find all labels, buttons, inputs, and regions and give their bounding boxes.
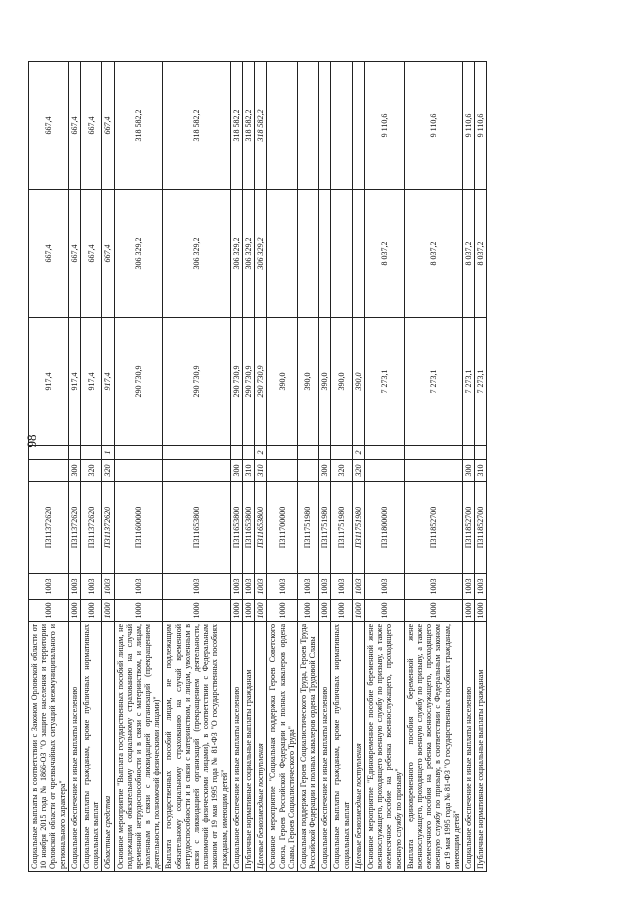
cell-amount-year-3: 318 582,2 [114, 62, 163, 190]
cell-expense-type [267, 460, 298, 482]
cell-target-article: П311372620 [80, 482, 101, 574]
cell-expense-type: 320 [80, 460, 101, 482]
cell-target-article: П311653800 [255, 482, 267, 574]
table-row [297, 62, 318, 872]
cell-target-article: П311372620 [102, 482, 114, 574]
cell-expense-type: 300 [319, 460, 331, 482]
cell-amount-year-2 [267, 190, 298, 318]
cell-amount-year-2: 8 037,2 [404, 190, 462, 318]
cell-name: Основное мероприятие "Единовременное пособие беременной жене военнослужащего, проходящего военную службу по призыву, а также ежемесячное пособие на ребенка военнослужащего, проходящего военную службу по призыву" [365, 622, 405, 872]
cell-amount-year-3: 667,4 [80, 62, 101, 190]
cell-section: 1000 [68, 600, 80, 622]
cell-amount-year-3 [297, 62, 318, 190]
cell-amount-year-1: 390,0 [319, 318, 331, 446]
budget-sheet [28, 62, 588, 872]
cell-target-article: П311852700 [462, 482, 474, 574]
cell-amount-year-2: 8 037,2 [475, 190, 487, 318]
cell-amount-year-1: 390,0 [331, 318, 352, 446]
cell-subsection: 1003 [68, 574, 80, 600]
cell-name: Областные средства [102, 622, 114, 872]
table-row [102, 62, 114, 872]
cell-amount-year-1: 917,4 [29, 318, 69, 446]
cell-amount-year-1: 917,4 [102, 318, 114, 446]
cell-section: 1000 [365, 600, 405, 622]
cell-subsection: 1003 [331, 574, 352, 600]
table-row [352, 62, 364, 872]
cell-subsection: 1003 [352, 574, 364, 600]
cell-subsection: 1003 [242, 574, 254, 600]
cell-amount-year-3: 667,4 [29, 62, 69, 190]
cell-amount-year-1: 917,4 [80, 318, 101, 446]
cell-amount-year-3: 9 110,6 [462, 62, 474, 190]
cell-subsection: 1003 [462, 574, 474, 600]
table-row [267, 62, 298, 872]
cell-expense-type: 300 [68, 460, 80, 482]
cell-section: 1000 [331, 600, 352, 622]
cell-expense-type: 300 [230, 460, 242, 482]
table-row [365, 62, 405, 872]
cell-section: 1000 [80, 600, 101, 622]
cell-source [80, 446, 101, 460]
cell-subsection: 1003 [230, 574, 242, 600]
cell-source [297, 446, 318, 460]
cell-amount-year-1: 290 730,9 [242, 318, 254, 446]
cell-amount-year-3: 667,4 [102, 62, 114, 190]
cell-target-article: П311653800 [230, 482, 242, 574]
cell-name: Основное мероприятие "Выплата государственных пособий лицам, не подлежащим обязательному социальному страхованию на случай временной нетрудоспособности и в связи с материнством, и лицам, уволенным в связи с ликвидацией организаций (прекращением деятельности, полномочий физическими лицами)" [114, 622, 163, 872]
cell-section: 1000 [163, 600, 230, 622]
cell-amount-year-3: 667,4 [68, 62, 80, 190]
cell-expense-type [297, 460, 318, 482]
cell-source [267, 446, 298, 460]
cell-amount-year-1: 7 273,1 [462, 318, 474, 446]
cell-amount-year-3 [319, 62, 331, 190]
table-row [230, 62, 242, 872]
cell-amount-year-1: 7 273,1 [404, 318, 462, 446]
cell-expense-type [404, 460, 462, 482]
cell-section: 1000 [404, 600, 462, 622]
cell-source [29, 446, 69, 460]
cell-source: 1 [102, 446, 114, 460]
cell-amount-year-1: 390,0 [267, 318, 298, 446]
cell-amount-year-3: 318 582,2 [255, 62, 267, 190]
cell-source [462, 446, 474, 460]
cell-source [331, 446, 352, 460]
cell-amount-year-1: 390,0 [352, 318, 364, 446]
cell-section: 1000 [475, 600, 487, 622]
table-row [331, 62, 352, 872]
table-row [242, 62, 254, 872]
table-row [114, 62, 163, 872]
cell-amount-year-2: 667,4 [68, 190, 80, 318]
cell-expense-type: 310 [242, 460, 254, 482]
cell-target-article: П311372620 [68, 482, 80, 574]
cell-name: Социальные выплаты гражданам, кроме публичных нормативных социальных выплат [331, 622, 352, 872]
cell-amount-year-3: 318 582,2 [163, 62, 230, 190]
cell-amount-year-3 [267, 62, 298, 190]
table-row [255, 62, 267, 872]
cell-target-article: П311751980 [352, 482, 364, 574]
table-row [163, 62, 230, 872]
cell-amount-year-3 [331, 62, 352, 190]
cell-name: Публичные нормативные социальные выплаты гражданам [242, 622, 254, 872]
cell-target-article: П311751980 [319, 482, 331, 574]
cell-name: Социальное обеспечение и иные выплаты населению [462, 622, 474, 872]
cell-expense-type [114, 460, 163, 482]
table-row [319, 62, 331, 872]
cell-section: 1000 [242, 600, 254, 622]
table-row [80, 62, 101, 872]
cell-target-article: П311653800 [163, 482, 230, 574]
cell-target-article: П311852700 [475, 482, 487, 574]
cell-subsection: 1003 [365, 574, 405, 600]
cell-name: Социальная поддержка Героев Социалистического Труда, Героев Труда Российской Федерации и полных кавалеров ордена Трудовой Славы [297, 622, 318, 872]
cell-amount-year-1: 290 730,9 [163, 318, 230, 446]
cell-name: Целевые безвозмездные поступления [255, 622, 267, 872]
cell-name: Выплата единовременного пособия беременной жене военнослужащего, проходящего военную службу по призыву, а также ежемесячного пособия на ребенка военнослужащего, проходящего военную службу по призыву, в соответствии с Федеральным законом от 19 мая 1995 года № 81-ФЗ "О государственных пособиях гражданам, имеющим детей" [404, 622, 462, 872]
cell-target-article: П311751980 [297, 482, 318, 574]
cell-subsection: 1003 [297, 574, 318, 600]
cell-amount-year-3: 318 582,2 [242, 62, 254, 190]
cell-amount-year-2: 306 329,2 [163, 190, 230, 318]
cell-subsection: 1003 [404, 574, 462, 600]
cell-amount-year-2: 667,4 [102, 190, 114, 318]
cell-amount-year-2: 306 329,2 [242, 190, 254, 318]
cell-expense-type [163, 460, 230, 482]
cell-amount-year-2: 667,4 [29, 190, 69, 318]
cell-amount-year-1: 290 730,9 [230, 318, 242, 446]
cell-target-article: П311751980 [331, 482, 352, 574]
cell-source [230, 446, 242, 460]
cell-amount-year-2 [319, 190, 331, 318]
cell-amount-year-2: 306 329,2 [114, 190, 163, 318]
cell-source [68, 446, 80, 460]
cell-expense-type: 320 [352, 460, 364, 482]
cell-expense-type [365, 460, 405, 482]
cell-section: 1000 [462, 600, 474, 622]
cell-expense-type: 320 [102, 460, 114, 482]
cell-section: 1000 [255, 600, 267, 622]
cell-subsection: 1003 [80, 574, 101, 600]
cell-amount-year-2 [352, 190, 364, 318]
cell-name: Социальные выплаты в соответствии с Законом Орловской области от 10 ноября 2015 года № 1866-ОЗ "О защите населения и территории Орловской области от чрезвычайных ситуаций межмуниципального и регионального характера" [29, 622, 69, 872]
cell-subsection: 1003 [114, 574, 163, 600]
cell-section: 1000 [319, 600, 331, 622]
cell-amount-year-2: 306 329,2 [230, 190, 242, 318]
cell-amount-year-3: 318 582,2 [230, 62, 242, 190]
cell-name: Целевые безвозмездные поступления [352, 622, 364, 872]
table-row [68, 62, 80, 872]
cell-subsection: 1003 [163, 574, 230, 600]
cell-name: Социальное обеспечение и иные выплаты населению [319, 622, 331, 872]
cell-expense-type [29, 460, 69, 482]
table-row [404, 62, 462, 872]
cell-subsection: 1003 [267, 574, 298, 600]
cell-target-article: П311600000 [114, 482, 163, 574]
cell-amount-year-3 [352, 62, 364, 190]
cell-name: Публичные нормативные социальные выплаты гражданам [475, 622, 487, 872]
cell-target-article: П311800000 [365, 482, 405, 574]
cell-amount-year-2: 306 329,2 [255, 190, 267, 318]
table-row [475, 62, 487, 872]
cell-target-article: П311653800 [242, 482, 254, 574]
cell-amount-year-1: 7 273,1 [475, 318, 487, 446]
cell-target-article: П311372620 [29, 482, 69, 574]
cell-amount-year-1: 390,0 [297, 318, 318, 446]
cell-subsection: 1003 [102, 574, 114, 600]
cell-section: 1000 [102, 600, 114, 622]
cell-amount-year-1: 7 273,1 [365, 318, 405, 446]
cell-subsection: 1003 [255, 574, 267, 600]
cell-source: 2 [255, 446, 267, 460]
cell-section: 1000 [297, 600, 318, 622]
cell-amount-year-3: 9 110,6 [404, 62, 462, 190]
cell-source [319, 446, 331, 460]
cell-amount-year-1: 290 730,9 [255, 318, 267, 446]
cell-source [365, 446, 405, 460]
cell-section: 1000 [267, 600, 298, 622]
cell-amount-year-2: 8 037,2 [365, 190, 405, 318]
cell-amount-year-3: 9 110,6 [475, 62, 487, 190]
cell-expense-type: 310 [255, 460, 267, 482]
cell-name: Социальное обеспечение и иные выплаты населению [68, 622, 80, 872]
cell-name: Социальное обеспечение и иные выплаты населению [230, 622, 242, 872]
cell-amount-year-2 [297, 190, 318, 318]
cell-name: Социальные выплаты гражданам, кроме публичных нормативных социальных выплат [80, 622, 101, 872]
cell-source [475, 446, 487, 460]
cell-amount-year-1: 917,4 [68, 318, 80, 446]
cell-source [242, 446, 254, 460]
cell-amount-year-2: 667,4 [80, 190, 101, 318]
cell-amount-year-1: 290 730,9 [114, 318, 163, 446]
cell-target-article: П311700000 [267, 482, 298, 574]
cell-amount-year-2: 8 037,2 [462, 190, 474, 318]
cell-name: Выплата государственных пособий лицам, не подлежащим обязательному социальному страхованию на случай временной нетрудоспособности и в связи с материнством, и лицам, уволенным в связи с ликвидацией организаций (прекращением деятельности, полномочий физическими лицами), в соответствии с Федеральным законом от 19 мая 1995 года № 81-ФЗ "О государственных пособиях гражданам, имеющим детей" [163, 622, 230, 872]
cell-section: 1000 [352, 600, 364, 622]
table-row [29, 62, 69, 872]
cell-source: 2 [352, 446, 364, 460]
cell-name: Основное мероприятие "Социальная поддержка Героев Советского Союза, Героев Российской Федерации и полных кавалеров ордена Славы, Героев Социалистического Труда" [267, 622, 298, 872]
page-number: 98 [24, 434, 39, 448]
cell-expense-type: 320 [331, 460, 352, 482]
cell-subsection: 1003 [475, 574, 487, 600]
table-row [462, 62, 474, 872]
table-body [29, 62, 487, 872]
cell-expense-type: 300 [462, 460, 474, 482]
cell-target-article: П311852700 [404, 482, 462, 574]
cell-expense-type: 310 [475, 460, 487, 482]
cell-section: 1000 [230, 600, 242, 622]
cell-amount-year-2 [331, 190, 352, 318]
cell-section: 1000 [114, 600, 163, 622]
cell-amount-year-3: 9 110,6 [365, 62, 405, 190]
cell-section: 1000 [29, 600, 69, 622]
cell-subsection: 1003 [319, 574, 331, 600]
cell-source [163, 446, 230, 460]
budget-table [28, 61, 487, 872]
cell-source [114, 446, 163, 460]
cell-source [404, 446, 462, 460]
cell-subsection: 1003 [29, 574, 69, 600]
